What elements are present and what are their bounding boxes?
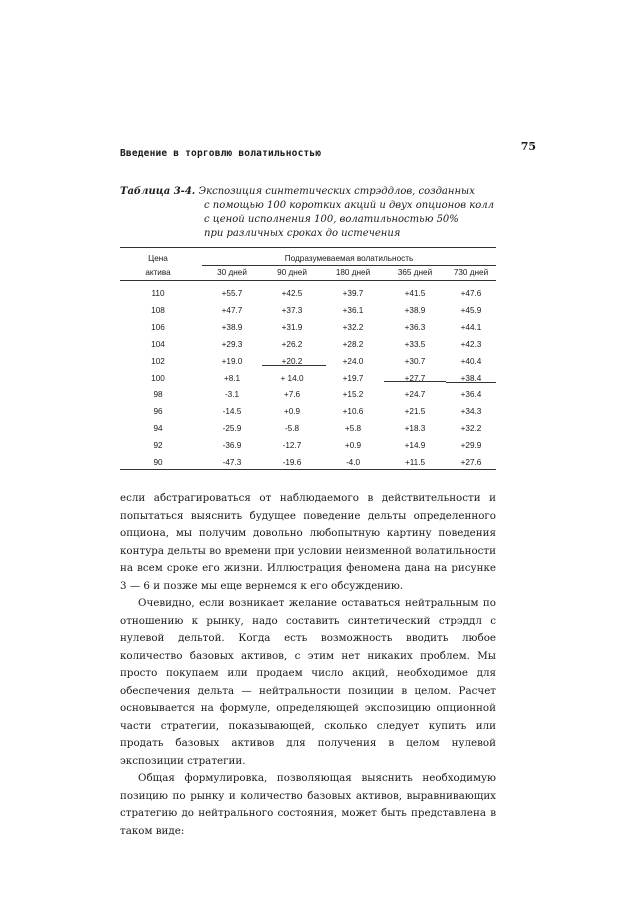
vol-30-cell: -25.9: [222, 424, 242, 434]
vol-365-cell: +38.9: [404, 305, 426, 315]
vol-365-cell: +18.3: [404, 424, 426, 434]
price-cell: 108: [151, 305, 165, 315]
caption-line-1: [120, 185, 540, 199]
vol-730-cell: +47.6: [460, 289, 482, 298]
vol-730-cell: +40.4: [460, 356, 482, 366]
vol-180-cell: +10.6: [342, 407, 364, 417]
paragraph: если абстрагироваться от наблюдаемого в действительности и попытаться выяснить будущее поведение дельты определенного опциона, мы получим довольно любопытную картину поведения контура дельты во времени при условии неизменной волатильности на всем сроке его жизни. Иллюстрация феномена дана на рисунке 3 — 6 и позже мы еще вернемся к его обсуждению.: [120, 492, 496, 592]
vol-730-cell: +45.9: [460, 305, 482, 315]
vol-90-cell: +31.9: [281, 322, 303, 332]
price-cell: 104: [151, 339, 165, 349]
vol-365-cell: +33.5: [404, 339, 426, 349]
caption-line-2: с помощью 100 коротких акций и двух опционов колл: [204, 200, 494, 211]
col-header-180: 180 дней: [335, 268, 371, 277]
vol-30-cell: -3.1: [224, 390, 240, 400]
boundary-segment: [262, 365, 326, 366]
vol-90-cell: +26.2: [281, 339, 303, 349]
price-cell: 98: [153, 390, 163, 400]
table-row: [120, 407, 496, 419]
price-cell: 94: [153, 424, 163, 434]
table-row: [120, 374, 496, 386]
vol-90-cell: +42.5: [281, 289, 303, 298]
price-cell: 92: [153, 441, 163, 451]
vol-30-cell: -47.3: [222, 458, 242, 467]
vol-30-cell: +47.7: [221, 305, 243, 315]
vol-30-cell: +29.3: [221, 339, 243, 349]
vol-90-cell: +7.6: [283, 390, 301, 400]
header-subrule: [202, 265, 496, 266]
price-cell: 90: [153, 458, 163, 467]
vol-180-cell: +19.7: [342, 373, 364, 383]
vol-730-cell: +34.3: [460, 407, 482, 417]
vol-365-cell: +21.5: [404, 407, 426, 417]
vol-90-cell: + 14.0: [280, 373, 304, 383]
vol-365-cell: +30.7: [404, 356, 426, 366]
vol-90-cell: +20.2: [281, 356, 303, 366]
vol-730-cell: +27.6: [460, 458, 482, 467]
table-row: [120, 458, 496, 470]
body-text: [120, 490, 496, 840]
col-header-730: 730 дней: [453, 268, 489, 277]
vol-730-cell: +42.3: [460, 339, 482, 349]
table-row: [120, 424, 496, 436]
table-row: [120, 390, 496, 402]
col-header-365: 365 дней: [397, 268, 433, 277]
table-row: [120, 441, 496, 453]
data-table: [120, 247, 496, 470]
price-cell: 110: [151, 289, 165, 298]
running-header: Введение в торговлю волатильностью: [120, 148, 322, 159]
vol-180-cell: +24.0: [342, 356, 364, 366]
price-cell: 100: [151, 373, 165, 383]
volatility-header: Подразумеваемая волатильность: [284, 254, 414, 263]
vol-730-cell: +44.1: [460, 322, 482, 332]
paragraph: Общая формулировка, позволяющая выяснить необходимую позицию по рынку и количество базовых активов, выравнивающих стратегию до нейтрального состояния, может быть представлена в таком виде:: [120, 772, 496, 837]
vol-180-cell: +28.2: [342, 339, 364, 349]
vol-180-cell: +0.9: [344, 441, 362, 451]
vol-30-cell: +19.0: [221, 356, 243, 366]
price-cell: 102: [151, 356, 165, 366]
vol-365-cell: +27.7: [404, 373, 426, 383]
vol-730-cell: +36.4: [460, 390, 482, 400]
price-cell: 96: [153, 407, 163, 417]
col-header-30: 30 дней: [217, 268, 247, 277]
vol-30-cell: -14.5: [222, 407, 242, 417]
vol-365-cell: +41.5: [404, 289, 426, 298]
header-bottom-rule: [120, 280, 496, 281]
caption-line-3: с ценой исполнения 100, волатильностью 50%: [204, 214, 459, 225]
boundary-segment: [384, 381, 446, 382]
vol-730-cell: +29.9: [460, 441, 482, 451]
boundary-segment: [446, 382, 496, 383]
table-row: [120, 340, 496, 352]
table-row: [120, 323, 496, 335]
col-header-90: 90 дней: [277, 268, 307, 277]
vol-180-cell: +5.8: [344, 424, 362, 434]
vol-30-cell: +38.9: [221, 322, 243, 332]
table-row: [120, 357, 496, 369]
vol-90-cell: -19.6: [282, 458, 302, 467]
price-cell: 106: [151, 322, 165, 332]
vol-730-cell: +32.2: [460, 424, 482, 434]
table-row: [120, 289, 496, 301]
vol-180-cell: +32.2: [342, 322, 364, 332]
vol-30-cell: +55.7: [221, 289, 243, 298]
vol-730-cell: +38.4: [460, 373, 482, 383]
vol-365-cell: +11.5: [404, 458, 426, 467]
vol-180-cell: -4.0: [345, 458, 361, 467]
paragraph: Очевидно, если возникает желание оставаться нейтральным по отношению к рынку, надо составить синтетический стрэддл с нулевой дельтой. Когда есть возможность вводить любое количество базовых активов, с этим нет никаких проблем. Мы просто покупаем или продаем число акций, необходимое для обеспечения дельта — нейтральности позиции в целом. Расчет основывается на формуле, определяющей экспозицию опционной части стратегии, показывающей, сколько следует купить или продать базовых активов для получения в целом нулевой экспозиции стратегии.: [120, 597, 496, 767]
vol-180-cell: +39.7: [342, 289, 364, 298]
vol-365-cell: +36.3: [404, 322, 426, 332]
vol-90-cell: +37.3: [281, 305, 303, 315]
vol-180-cell: +15.2: [342, 390, 364, 400]
caption-text-1: Экспозиция синтетических стрэддлов, созданных: [198, 186, 475, 197]
caption-label: Таблица 3-4.: [120, 186, 196, 197]
vol-90-cell: -5.8: [284, 424, 300, 434]
vol-365-cell: +24.7: [404, 390, 426, 400]
price-header-top: Цена: [148, 254, 168, 263]
vol-365-cell: +14.9: [404, 441, 426, 451]
vol-90-cell: -12.7: [282, 441, 302, 451]
table-caption: [120, 185, 540, 241]
vol-90-cell: +0.9: [283, 407, 301, 417]
vol-30-cell: +8.1: [223, 373, 241, 383]
page-number: 75: [520, 140, 536, 153]
vol-30-cell: -36.9: [222, 441, 242, 451]
price-header-bottom: актива: [145, 268, 171, 277]
table-row: [120, 306, 496, 318]
vol-180-cell: +36.1: [342, 305, 364, 315]
caption-line-4: при различных сроках до истечения: [204, 228, 401, 239]
